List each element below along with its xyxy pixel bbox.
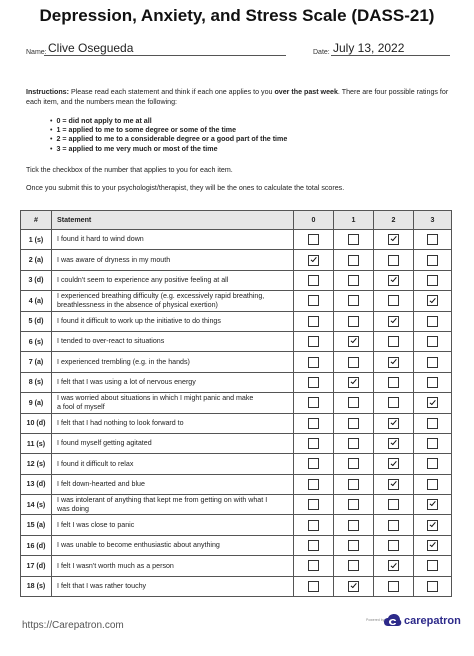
rating-item: • 2 = applied to me to a considerable degree or a good part of the time [50, 135, 287, 144]
checked-checkbox[interactable] [348, 581, 359, 592]
rating-legend [50, 117, 287, 154]
item-statement [52, 474, 294, 494]
rating-cell-3 [414, 291, 452, 311]
checkbox[interactable] [348, 255, 359, 266]
date-label: Date: [313, 49, 330, 56]
item-statement [52, 515, 294, 535]
item-number: 8 (s) [21, 372, 52, 392]
rating-cell-0 [294, 331, 334, 351]
rating-cell-2 [374, 413, 414, 433]
rating-cell-2 [374, 331, 414, 351]
submit-note: Once you submit this to your psychologist/therapist, they will be the ones to calculate the total scores. [26, 184, 345, 192]
checkbox[interactable] [308, 234, 319, 245]
table-row [21, 433, 452, 453]
checkbox[interactable] [308, 418, 319, 429]
rating-cell-0 [294, 393, 334, 413]
checkbox[interactable] [348, 275, 359, 286]
rating-cell-1 [334, 413, 374, 433]
checked-checkbox[interactable] [388, 560, 399, 571]
checkbox[interactable] [308, 458, 319, 469]
statement-line: I experienced breathing difficulty (e.g. excessively rapid breathing, [57, 292, 265, 301]
checked-checkbox[interactable] [427, 397, 438, 408]
rating-cell-2 [374, 474, 414, 494]
checkbox[interactable] [427, 479, 438, 490]
item-number: 15 (a) [21, 515, 52, 535]
table-row [21, 454, 452, 474]
statement-line: I was aware of dryness in my mouth [57, 255, 171, 264]
checkbox[interactable] [308, 581, 319, 592]
statement-line: I found it difficult to work up the initiative to do things [57, 316, 221, 325]
date-underline [331, 55, 450, 56]
table-row [21, 230, 452, 250]
item-statement [52, 535, 294, 555]
rating-cell-3 [414, 474, 452, 494]
rating-item: • 0 = did not apply to me at all [50, 117, 287, 126]
item-number: 4 (a) [21, 291, 52, 311]
checked-checkbox[interactable] [348, 377, 359, 388]
date-input[interactable]: July 13, 2022 [333, 41, 405, 55]
rating-cell-1 [334, 230, 374, 250]
rating-cell-2 [374, 515, 414, 535]
item-statement [52, 495, 294, 515]
rating-cell-3 [414, 556, 452, 576]
statement-line: a fool of myself [57, 402, 105, 411]
rating-cell-1 [334, 454, 374, 474]
statement-line: was doing [57, 504, 89, 513]
rating-cell-2 [374, 535, 414, 555]
checkbox[interactable] [388, 336, 399, 347]
checkbox[interactable] [308, 336, 319, 347]
table-row [21, 515, 452, 535]
item-statement [52, 393, 294, 413]
item-number: 16 (d) [21, 535, 52, 555]
checkbox[interactable] [348, 397, 359, 408]
rating-cell-1 [334, 331, 374, 351]
table-row [21, 393, 452, 413]
checkbox[interactable] [388, 540, 399, 551]
rating-cell-1 [334, 515, 374, 535]
checkbox[interactable] [348, 560, 359, 571]
checkbox[interactable] [308, 520, 319, 531]
rating-cell-3 [414, 515, 452, 535]
rating-cell-3 [414, 311, 452, 331]
carepatron-logo-icon [384, 614, 402, 628]
checkbox[interactable] [308, 275, 319, 286]
rating-cell-1 [334, 433, 374, 453]
table-row [21, 474, 452, 494]
checkbox[interactable] [427, 275, 438, 286]
header-0: 0 [294, 211, 334, 230]
rating-cell-3 [414, 576, 452, 596]
table-row [21, 250, 452, 270]
checkbox[interactable] [308, 316, 319, 327]
checked-checkbox[interactable] [388, 316, 399, 327]
item-number: 12 (s) [21, 454, 52, 474]
checkbox[interactable] [308, 357, 319, 368]
rating-cell-0 [294, 433, 334, 453]
checkbox[interactable] [308, 540, 319, 551]
checkbox[interactable] [348, 540, 359, 551]
item-number: 9 (a) [21, 393, 52, 413]
header-num: # [21, 211, 52, 230]
rating-cell-2 [374, 270, 414, 290]
rating-cell-2 [374, 433, 414, 453]
checkbox[interactable] [388, 581, 399, 592]
checkbox[interactable] [427, 458, 438, 469]
statement-line: I felt I was close to panic [57, 520, 135, 529]
rating-cell-1 [334, 576, 374, 596]
rating-cell-1 [334, 372, 374, 392]
rating-cell-1 [334, 311, 374, 331]
item-number: 3 (d) [21, 270, 52, 290]
statement-line: I felt that I had nothing to look forward to [57, 418, 184, 427]
table-header [21, 211, 452, 230]
checked-checkbox[interactable] [388, 418, 399, 429]
rating-cell-0 [294, 250, 334, 270]
rating-cell-1 [334, 393, 374, 413]
statement-line: I found it hard to wind down [57, 235, 144, 244]
name-underline [44, 55, 286, 56]
checkbox[interactable] [348, 479, 359, 490]
tick-note: Tick the checkbox of the number that applies to you for each item. [26, 166, 233, 174]
checked-checkbox[interactable] [427, 520, 438, 531]
table-row [21, 535, 452, 555]
checkbox[interactable] [427, 357, 438, 368]
item-statement [52, 372, 294, 392]
rating-cell-2 [374, 576, 414, 596]
checkbox[interactable] [308, 377, 319, 388]
item-statement [52, 250, 294, 270]
checkbox[interactable] [427, 234, 438, 245]
checkbox[interactable] [388, 520, 399, 531]
checked-checkbox[interactable] [388, 357, 399, 368]
table-row [21, 331, 452, 351]
rating-cell-2 [374, 393, 414, 413]
rating-item: • 3 = applied to me very much or most of the time [50, 145, 287, 154]
statement-line: I found it difficult to relax [57, 459, 134, 468]
rating-cell-0 [294, 576, 334, 596]
rating-cell-2 [374, 556, 414, 576]
footer-link[interactable]: https://Carepatron.com [22, 620, 124, 631]
dass-table [20, 210, 452, 597]
rating-cell-3 [414, 250, 452, 270]
rating-cell-1 [334, 535, 374, 555]
rating-cell-2 [374, 495, 414, 515]
table-row [21, 311, 452, 331]
checkbox[interactable] [308, 295, 319, 306]
item-number: 1 (s) [21, 230, 52, 250]
header-2: 2 [374, 211, 414, 230]
item-statement [52, 433, 294, 453]
checkbox[interactable] [427, 581, 438, 592]
item-statement [52, 413, 294, 433]
rating-cell-2 [374, 372, 414, 392]
checked-checkbox[interactable] [427, 295, 438, 306]
rating-cell-2 [374, 454, 414, 474]
rating-cell-1 [334, 291, 374, 311]
rating-cell-3 [414, 270, 452, 290]
rating-cell-2 [374, 230, 414, 250]
checked-checkbox[interactable] [388, 234, 399, 245]
statement-line: I experienced trembling (e.g. in the hands) [57, 357, 190, 366]
statement-line: I felt that I was rather touchy [57, 582, 147, 591]
item-statement [52, 230, 294, 250]
rating-cell-0 [294, 311, 334, 331]
table-row [21, 495, 452, 515]
item-statement [52, 556, 294, 576]
rating-cell-1 [334, 352, 374, 372]
checkbox[interactable] [348, 438, 359, 449]
rating-cell-0 [294, 352, 334, 372]
item-number: 7 (a) [21, 352, 52, 372]
instructions: Instructions: Please read each statement and think if each one applies to you over the past week. There are four possible ratings for each item, and the numbers mean the following: [26, 88, 449, 106]
checkbox[interactable] [348, 458, 359, 469]
checked-checkbox[interactable] [388, 458, 399, 469]
checkbox[interactable] [388, 499, 399, 510]
rating-cell-3 [414, 331, 452, 351]
rating-cell-1 [334, 556, 374, 576]
item-number: 6 (s) [21, 331, 52, 351]
item-number: 18 (s) [21, 576, 52, 596]
item-statement [52, 331, 294, 351]
item-statement [52, 270, 294, 290]
rating-cell-1 [334, 474, 374, 494]
rating-cell-3 [414, 393, 452, 413]
table-row [21, 270, 452, 290]
table-row [21, 413, 452, 433]
checkbox[interactable] [388, 397, 399, 408]
statement-line: I felt down-hearted and blue [57, 480, 145, 489]
item-number: 11 (s) [21, 433, 52, 453]
rating-cell-0 [294, 454, 334, 474]
table-row [21, 556, 452, 576]
rating-cell-3 [414, 495, 452, 515]
item-number: 17 (d) [21, 556, 52, 576]
rating-cell-0 [294, 556, 334, 576]
table-row [21, 372, 452, 392]
checkbox[interactable] [348, 316, 359, 327]
checkbox[interactable] [348, 418, 359, 429]
rating-cell-0 [294, 474, 334, 494]
checkbox[interactable] [427, 255, 438, 266]
checkbox[interactable] [427, 377, 438, 388]
item-number: 14 (s) [21, 495, 52, 515]
statement-line: breathlessness in the absence of physical exertion) [57, 300, 218, 309]
rating-cell-2 [374, 352, 414, 372]
rating-cell-1 [334, 250, 374, 270]
checked-checkbox[interactable] [388, 275, 399, 286]
checked-checkbox[interactable] [388, 438, 399, 449]
item-number: 10 (d) [21, 413, 52, 433]
checked-checkbox[interactable] [427, 540, 438, 551]
statement-line: I tended to over-react to situations [57, 337, 165, 346]
logo-text: carepatron [404, 615, 461, 627]
rating-cell-1 [334, 495, 374, 515]
checkbox[interactable] [308, 479, 319, 490]
rating-cell-3 [414, 454, 452, 474]
item-number: 2 (a) [21, 250, 52, 270]
statement-line: I was worried about situations in which I might panic and make [57, 394, 254, 403]
header-1: 1 [334, 211, 374, 230]
checkbox[interactable] [427, 316, 438, 327]
item-statement [52, 576, 294, 596]
rating-cell-0 [294, 230, 334, 250]
statement-line: I couldn't seem to experience any positive feeling at all [57, 276, 229, 285]
item-statement [52, 352, 294, 372]
rating-cell-0 [294, 291, 334, 311]
rating-cell-3 [414, 352, 452, 372]
table-row [21, 352, 452, 372]
checkbox[interactable] [348, 234, 359, 245]
rating-item: • 1 = applied to me to some degree or some of the time [50, 126, 287, 135]
rating-cell-0 [294, 270, 334, 290]
header-3: 3 [414, 211, 452, 230]
rating-cell-3 [414, 230, 452, 250]
checkbox[interactable] [348, 357, 359, 368]
checked-checkbox[interactable] [388, 479, 399, 490]
statement-line: I found myself getting agitated [57, 439, 152, 448]
rating-cell-0 [294, 495, 334, 515]
name-input[interactable]: Clive Osegueda [48, 41, 134, 55]
table-row [21, 291, 452, 311]
checked-checkbox[interactable] [348, 336, 359, 347]
header-statement: Statement [52, 211, 294, 230]
item-number: 5 (d) [21, 311, 52, 331]
checkbox[interactable] [427, 336, 438, 347]
checkbox[interactable] [388, 255, 399, 266]
statement-line: I felt I wasn't worth much as a person [57, 561, 174, 570]
checked-checkbox[interactable] [308, 255, 319, 266]
rating-cell-3 [414, 372, 452, 392]
checkbox[interactable] [427, 418, 438, 429]
name-label: Name: [26, 49, 47, 56]
rating-cell-0 [294, 515, 334, 535]
checkbox[interactable] [308, 499, 319, 510]
checkbox[interactable] [348, 520, 359, 531]
checkbox[interactable] [308, 438, 319, 449]
checkbox[interactable] [308, 397, 319, 408]
rating-cell-0 [294, 535, 334, 555]
checked-checkbox[interactable] [427, 499, 438, 510]
item-number: 13 (d) [21, 474, 52, 494]
checkbox[interactable] [348, 499, 359, 510]
powered-by-text: Powered by [366, 618, 385, 622]
item-statement [52, 311, 294, 331]
statement-line: I was intolerant of anything that kept me from getting on with what I [57, 496, 268, 505]
rating-cell-3 [414, 535, 452, 555]
item-statement [52, 291, 294, 311]
rating-cell-2 [374, 250, 414, 270]
rating-cell-0 [294, 372, 334, 392]
statement-line: I was unable to become enthusiastic about anything [57, 541, 220, 550]
checkbox[interactable] [388, 295, 399, 306]
checkbox[interactable] [427, 560, 438, 571]
checkbox[interactable] [348, 295, 359, 306]
checkbox[interactable] [308, 560, 319, 571]
table-row [21, 576, 452, 596]
rating-cell-3 [414, 433, 452, 453]
checkbox[interactable] [388, 377, 399, 388]
instructions-label: Instructions: [26, 88, 69, 96]
rating-cell-2 [374, 291, 414, 311]
rating-cell-3 [414, 413, 452, 433]
rating-cell-1 [334, 270, 374, 290]
item-statement [52, 454, 294, 474]
page-title: Depression, Anxiety, and Stress Scale (DASS-21) [39, 6, 435, 25]
rating-cell-0 [294, 413, 334, 433]
checkbox[interactable] [427, 438, 438, 449]
rating-cell-2 [374, 311, 414, 331]
carepatron-logo [384, 614, 461, 628]
statement-line: I felt that I was using a lot of nervous energy [57, 378, 196, 387]
